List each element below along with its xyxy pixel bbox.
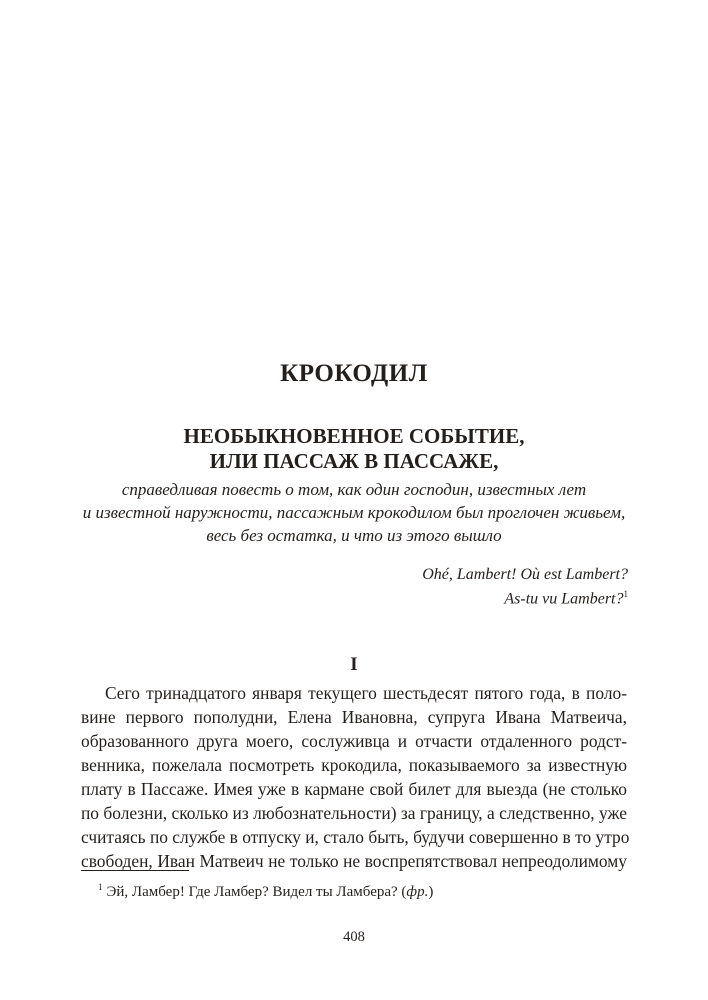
story-title: КРОКОДИЛ: [280, 360, 428, 387]
footnote-divider: [81, 870, 189, 871]
footnote-lang-close: ): [428, 884, 434, 900]
footnote-lang-open: (: [397, 884, 407, 900]
body-line: плату в Пассаже. Имея уже в кармане свой билет для выезда (не столько: [81, 779, 627, 799]
subtitle-line-2: ИЛИ ПАССАЖ В ПАССАЖЕ,: [209, 449, 499, 473]
description-line-3: весь без остатка, и что из этого вышло: [206, 526, 502, 545]
body-line: свободен, Иван Матвеич не только не воспрепятствовал непреодолимому: [81, 851, 627, 871]
footnote-text: Эй, Ламбер! Где Ламбер? Видел ты Ламбера?: [106, 884, 398, 900]
description-line-1: справедливая повесть о том, как один господин, известных лет: [121, 480, 587, 499]
footnote: [98, 882, 433, 901]
subtitle-line-1: НЕОБЫКНОВЕННОЕ СОБЫТИЕ,: [183, 424, 525, 448]
body-line: считаясь по службе в отпуску и, стало быть, будучи совершенно в то утро: [81, 827, 630, 847]
body-line: венника, пожелала посмотреть крокодила, показываемого за известную: [81, 755, 627, 775]
footnote-number: 1: [98, 882, 103, 892]
epigraph-line-2-text: As-tu vu Lambert?: [504, 590, 624, 608]
body-line: Сего тринадцатого января текущего шестьдесят пятого года, в поло-: [105, 683, 627, 703]
description-line-2: и известной наружности, пассажным крокодилом был проглочен живьем,: [82, 503, 626, 522]
footnote-reference: 1: [623, 589, 628, 599]
page-number: 408: [343, 929, 365, 945]
body-line: вине первого пополудни, Елена Ивановна, супруга Ивана Матвеича,: [81, 707, 627, 727]
chapter-number: I: [350, 654, 358, 675]
footnote-language: фр.: [406, 884, 429, 900]
body-line: по болезни, сколько из любознательности) за границу, а следственно, уже: [81, 803, 627, 823]
epigraph-line-1: Ohé, Lambert! Où est Lambert?: [422, 566, 628, 583]
body-line: образованного друга моего, сослуживца и отчасти отдаленного родст-: [81, 731, 627, 751]
epigraph-line-2: [504, 589, 628, 608]
